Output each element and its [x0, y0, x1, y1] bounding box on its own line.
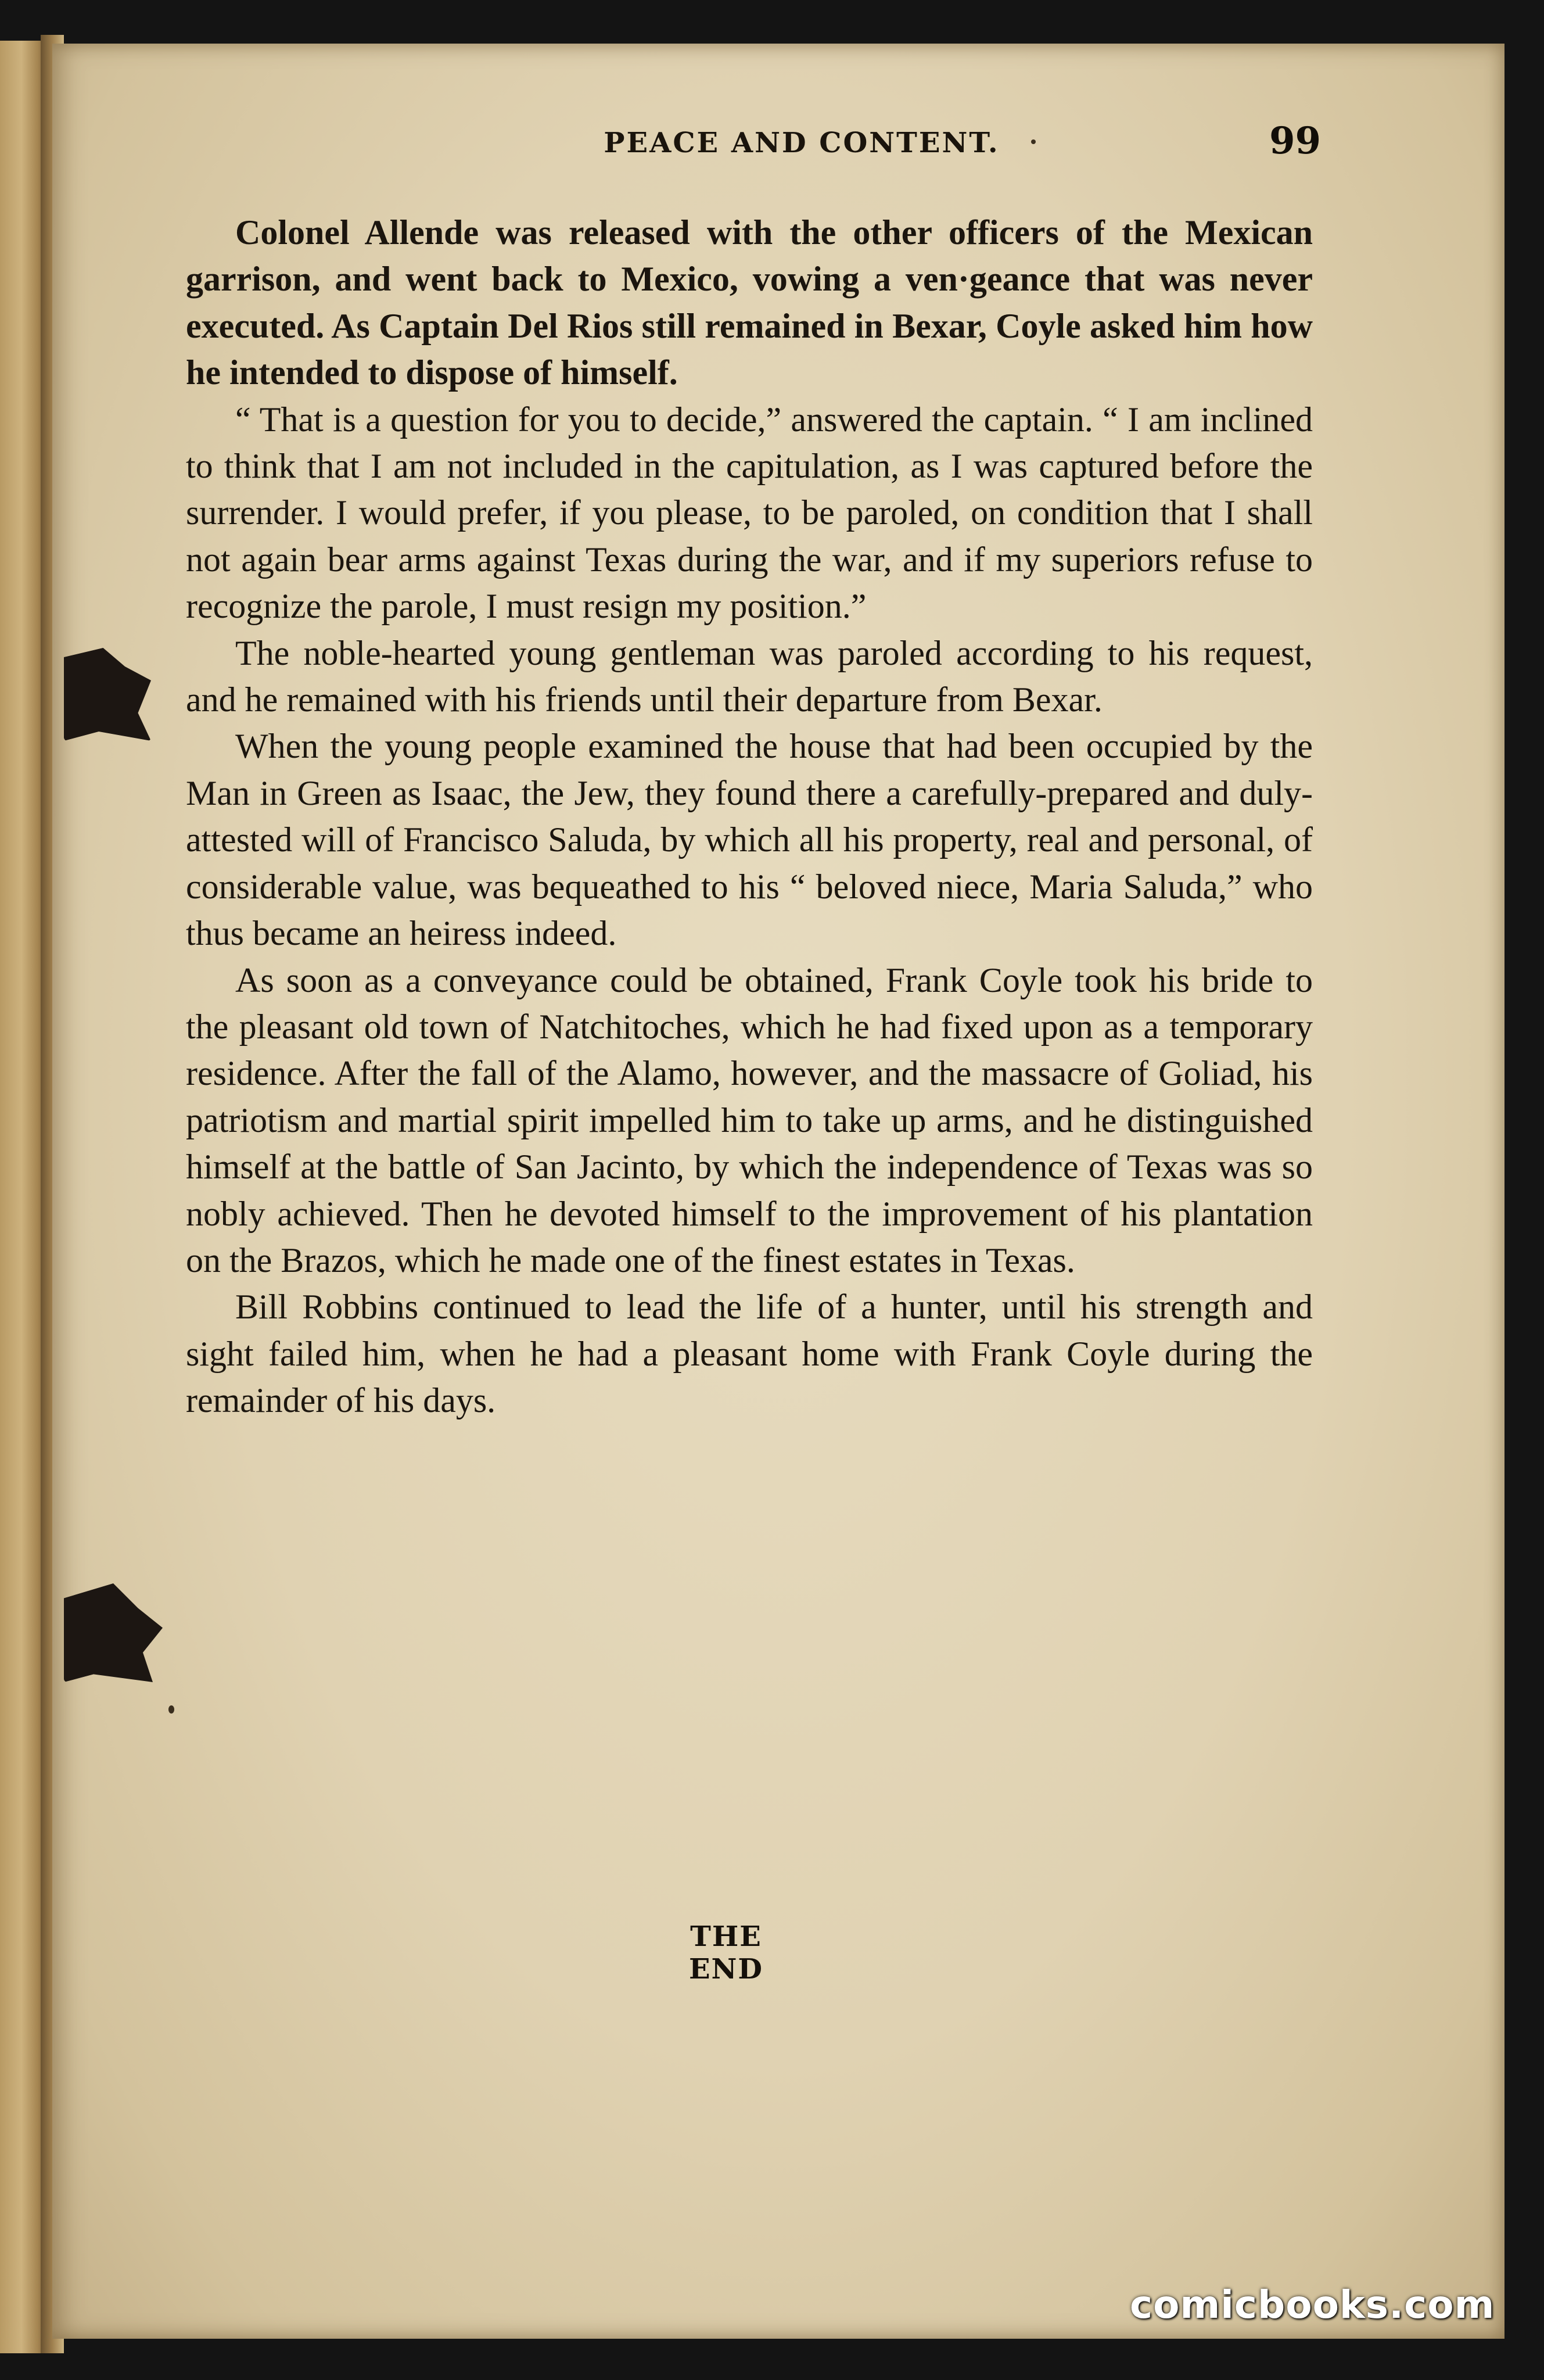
binding-tape-top	[64, 648, 151, 741]
page-number: 99	[1269, 119, 1322, 163]
body-text	[186, 209, 1313, 1424]
paragraph: Colonel Allende was released with the other officers of the Mexican garrison, and went back to Mexico, vowing a ven·geance that was never executed. As Captain Del Rios still remained in Bexar, Coyle asked him how he intended to dispose of himself.	[186, 213, 1313, 392]
binding-tape-bottom	[64, 1583, 163, 1682]
paragraph: Bill Robbins continued to lead the life of a hunter, until his strength and sight failed him, when he had a pleasant home with Frank Coyle during the remainder of his days.	[186, 1288, 1313, 1420]
paragraph: As soon as a conveyance could be obtained, Frank Coyle took his bride to the pleasant old town of Natchitoches, which he had fixed upon as a temporary residence. After the fall of the Alamo, however, and the massacre of Goliad, his patriotism and martial spirit impelled him to take up arms, and he distinguished himself at the battle of San Jacinto, by which the independence of Texas was so nobly achieved. Then he devoted himself to the improvement of his plantation on the Brazos, which he made one of the finest estates in Texas.	[186, 960, 1313, 1279]
paper-speck	[168, 1705, 174, 1714]
running-head: PEACE AND CONTENT.	[604, 127, 1000, 159]
paragraph: “ That is a question for you to decide,” answered the captain. “ I am inclined to think that I am not included in the capitulation, as I was captured before the surrender. I would prefer, if you please, to be paroled, on condition that I shall not again bear arms against Texas during the war, and if my superiors refuse to recognize the parole, I must resign my position.”	[186, 400, 1313, 626]
closing-text: THE END	[688, 1920, 764, 1985]
paragraph: The noble-hearted young gentleman was paroled according to his request, and he remained with his friends until their departure from Bexar.	[186, 633, 1313, 719]
watermark: comicbooks.com	[1130, 2282, 1495, 2327]
paragraph: When the young people examined the house that had been occupied by the Man in Green as Isaac, the Jew, they found there a carefully-prepared and duly-attested will of Francisco Saluda, by which all his property, real and personal, of considerable value, was bequeathed to his “ beloved niece, Maria Saluda,” who thus became an heiress indeed.	[186, 727, 1313, 953]
